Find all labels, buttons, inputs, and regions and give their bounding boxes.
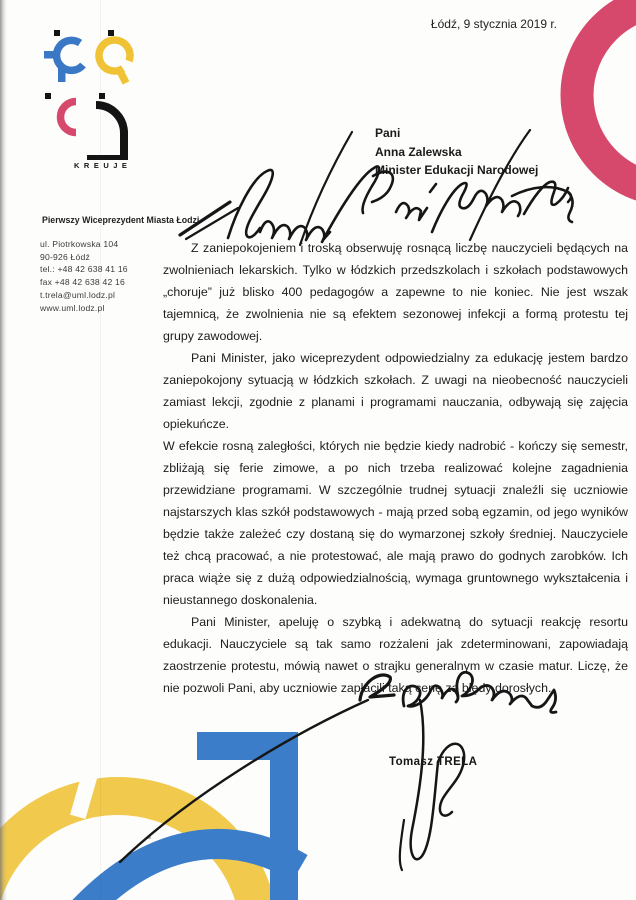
handwritten-salutation: [140, 120, 580, 252]
recipient-line: Minister Edukacji Narodowej: [375, 163, 539, 178]
address-line: tel.: +48 42 638 41 16: [40, 264, 128, 275]
body-paragraph: Z zaniepokojeniem i troską obserwuję rosnącą liczbę nauczycieli będących na zwolnieniach lekarskich. Tylko w łódzkich przedszkolach i szkołach podstawowych „choruje” już blisko 400 pedagogów a zapewne to nie koniec. Nie jest wszak tajemnicą, że zwolnienia nie są efektem sezonowej infekcji a formą protestu tej grupy zawodowej.: [163, 241, 628, 343]
sender-address-block: [40, 238, 128, 314]
logo-letter-l-blue: [44, 40, 83, 82]
handwritten-signature: [100, 655, 580, 880]
address-line: 90-926 Łódź: [40, 251, 90, 262]
logo-letter-d-pink: [61, 102, 76, 133]
letter-body: [163, 237, 628, 699]
address-line-email: t.trela@uml.lodz.pl: [40, 289, 116, 300]
body-paragraph: Pani Minister, apeluję o szybką i adekwatną do sytuacji reakcję resortu edukacji. Nauczyciele są tak samo rozżaleni jak zdeterminowani, zapowiadają zaostrzenie protestu, mówią nawet o strajku generalnym w czasie matur. Liczę, że nie pozwoli Pani, aby uczniowie zapłacili taką cenę za błędy dorosłych.: [163, 615, 628, 695]
lodz-kreuje-logo: [30, 25, 150, 160]
recipient-line: Pani: [375, 126, 401, 140]
signatory-name: Tomasz TRELA: [389, 756, 478, 768]
logo-letter-o-yellow: [99, 40, 130, 83]
recipient-line: Anna Zalewska: [375, 144, 462, 159]
scan-edge-shadow: [0, 0, 7, 900]
address-line: ul. Piotrkowska 104: [40, 239, 119, 249]
logo-wordmark: KREUJE: [74, 161, 132, 170]
address-line: fax +48 42 638 42 16: [40, 277, 125, 288]
body-paragraph: W efekcie rosną zaległości, których nie będzie kiedy nadrobić - kończy się semestr, zbliżają się ferie zimowe, a po nich trzeba realizować kolejne zagadnienia przewidziane programami. W szczególnie trudnej sytuacji znaleźli się uczniowie najstarszych klas szkół podstawowych - mają przed sobą egzamin, od jego wyników będzie także zależeć czy dostaną się do wymarzonej szkoły średniej. Nauczyciele też chcą pracować, a nie protestować, ale mają prawo do godnych zarobków. Ich praca wiąże się z dużą odpowiedzialnością, wymaga gruntownego wykształcenia i nieustannego doskonalenia.: [163, 439, 628, 607]
sender-title: Pierwszy Wiceprezydent Miasta Łodzi: [42, 215, 200, 225]
address-line-website: www.uml.lodz.pl: [40, 302, 105, 313]
body-paragraph: Pani Minister, jako wiceprezydent odpowiedzialny za edukację jestem bardzo zaniepokojony sytuacją w łódzkich szkołach. Z uwagi na nieobecność nauczycieli zamiast lekcji, zgodnie z planami i programami nauczania, odbywają się zajęcia opiekuńcze.: [163, 351, 628, 431]
date-line: Łódź, 9 stycznia 2019 r.: [430, 17, 557, 31]
logo-letter-z-black: [87, 105, 128, 160]
